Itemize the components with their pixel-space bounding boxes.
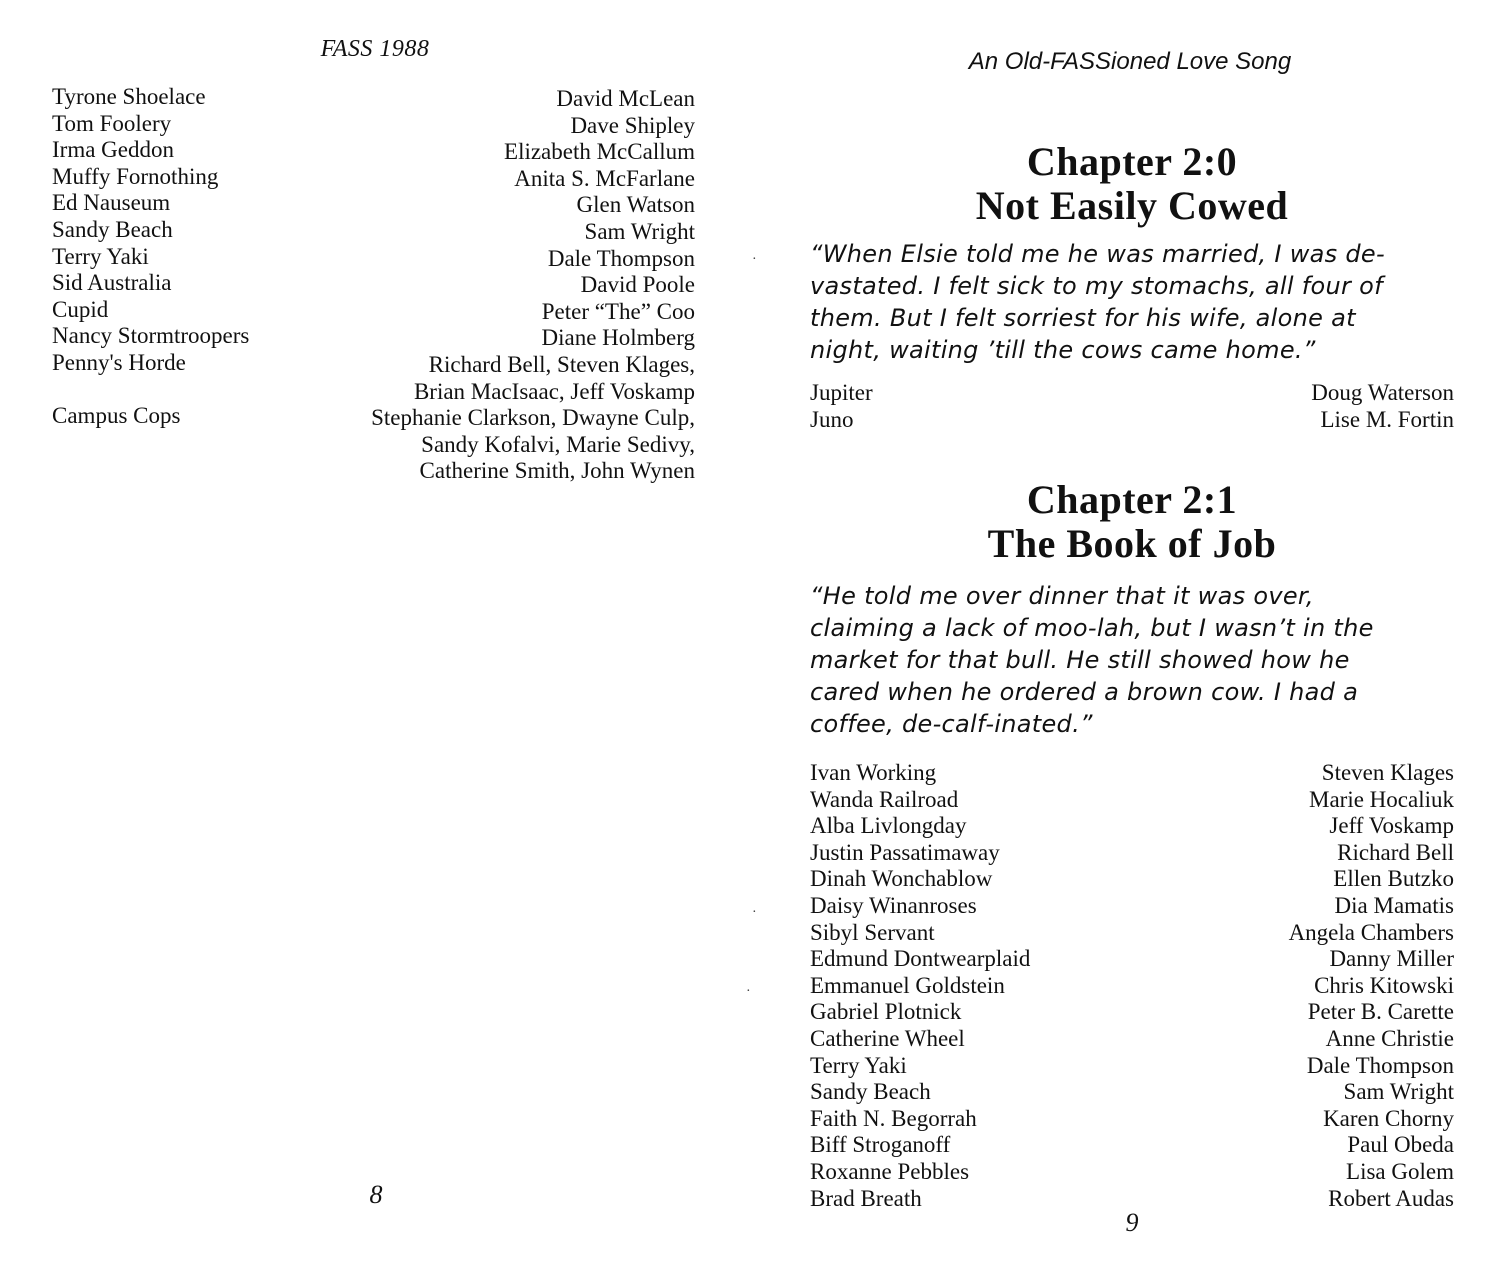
- cast-role: Tyrone Shoelace: [52, 84, 206, 109]
- cast-actor: Diane Holmberg: [541, 325, 695, 351]
- scan-speck: ·: [752, 905, 757, 920]
- chapter-number: Chapter 2:1: [1026, 477, 1238, 522]
- cast-actor: Chris Kitowski: [1314, 972, 1454, 998]
- cast-role: Wanda Railroad: [810, 786, 959, 812]
- left-running-header: FASS 1988: [320, 36, 430, 62]
- cast-row: [810, 893, 1454, 920]
- cast-role: Ivan Working: [810, 760, 937, 785]
- cast-role: Terry Yaki: [52, 243, 149, 269]
- cast-actor: Elizabeth McCallum: [504, 139, 695, 165]
- cast-actor: Stephanie Clarkson, Dwayne Culp,: [371, 405, 695, 431]
- cast-role: [52, 456, 312, 483]
- cast-role: Terry Yaki: [810, 1052, 907, 1078]
- cast-actor: Peter “The” Coo: [541, 298, 695, 324]
- cast-role: Nancy Stormtroopers: [52, 323, 250, 349]
- quote-line: night, waiting ’till the cows came home.”: [810, 336, 1316, 364]
- cast-actor: Doug Waterson: [1311, 380, 1454, 405]
- cast-actor: Glen Watson: [576, 192, 695, 218]
- cast-role: Emmanuel Goldstein: [810, 972, 1005, 998]
- cast-row: [810, 920, 1454, 947]
- cast-actor: Marie Hocaliuk: [1309, 786, 1454, 812]
- cast-role: Dinah Wonchablow: [810, 866, 993, 892]
- cast-actor: Anita S. McFarlane: [514, 165, 695, 191]
- chapter-title: The Book of Job: [987, 521, 1277, 566]
- right-running-header: An Old-FASSioned Love Song: [968, 48, 1292, 75]
- quote-line: “When Elsie told me he was married, I was de-: [810, 240, 1385, 268]
- cast-role: [52, 377, 312, 404]
- cast-role: Sibyl Servant: [810, 919, 935, 945]
- chapter-quote: [810, 238, 1454, 366]
- cast-actor: Karen Chorny: [1323, 1105, 1454, 1131]
- cast-role: Gabriel Plotnick: [810, 999, 962, 1025]
- cast-role: Catherine Wheel: [810, 1025, 965, 1051]
- cast-role: Campus Cops: [52, 403, 181, 429]
- cast-actor: Ellen Butzko: [1333, 866, 1454, 892]
- cast-row: [810, 1079, 1454, 1106]
- scan-speck: ·: [746, 984, 751, 999]
- quote-line: them. But I felt sorriest for his wife, alone at: [810, 304, 1356, 332]
- cast-row: [810, 973, 1454, 1000]
- cast-role: Sandy Beach: [52, 216, 173, 242]
- cast-role: Brad Breath: [810, 1185, 922, 1211]
- cast-actor: Dave Shipley: [570, 112, 695, 138]
- cast-actor: Angela Chambers: [1288, 919, 1454, 945]
- cast-role: Sandy Beach: [810, 1079, 931, 1105]
- cast-role: Juno: [810, 406, 854, 432]
- cast-role: Jupiter: [810, 380, 873, 405]
- cast-actor: Sandy Kofalvi, Marie Sedivy,: [421, 431, 695, 457]
- cast-row: [810, 1132, 1454, 1159]
- cast-actor: Lise M. Fortin: [1320, 406, 1454, 432]
- cast-row: [810, 1106, 1454, 1133]
- cast-role: Ed Nauseum: [52, 190, 171, 216]
- cast-role: Sid Australia: [52, 270, 172, 296]
- cast-row: [810, 760, 1454, 787]
- cast-role: Justin Passatimaway: [810, 839, 1000, 865]
- cast-actor: David McLean: [556, 86, 695, 111]
- chapter-quote: [810, 580, 1454, 740]
- cast-actor: David Poole: [580, 272, 695, 298]
- cast-row: [810, 407, 1454, 434]
- cast-actor: Dia Mamatis: [1334, 892, 1454, 918]
- quote-line: vastated. I felt sick to my stomachs, all four of: [810, 272, 1383, 300]
- chapter-cast: [810, 760, 1454, 1212]
- chapter-cast: [810, 380, 1454, 433]
- cast-actor: Danny Miller: [1329, 946, 1454, 972]
- cast-actor: Brian MacIsaac, Jeff Voskamp: [413, 378, 695, 404]
- cast-row: [810, 999, 1454, 1026]
- chapter-2-0: [810, 140, 1454, 433]
- cast-role: Roxanne Pebbles: [810, 1158, 970, 1184]
- cast-role: Daisy Winanroses: [810, 892, 977, 918]
- quote-line: coffee, de-calf-inated.”: [810, 710, 1093, 738]
- cast-actor: Paul Obeda: [1347, 1132, 1454, 1158]
- quote-line: “He told me over dinner that it was over,: [810, 582, 1314, 610]
- cast-role: Muffy Fornothing: [52, 163, 219, 189]
- cast-role: Faith N. Begorrah: [810, 1105, 977, 1131]
- cast-actor: Steven Klages: [1321, 760, 1454, 785]
- cast-row: [810, 1159, 1454, 1186]
- cast-row: [810, 866, 1454, 893]
- cast-actor: Anne Christie: [1325, 1025, 1454, 1051]
- left-cast-roles: [52, 84, 312, 483]
- cast-actor: Peter B. Carette: [1307, 999, 1454, 1025]
- cast-row: [810, 1053, 1454, 1080]
- cast-row: [810, 1026, 1454, 1053]
- quote-line: claiming a lack of moo-lah, but I wasn’t in the: [810, 614, 1374, 642]
- quote-line: cared when he ordered a brown cow. I had a: [810, 678, 1359, 706]
- right-page-number: 9: [1125, 1208, 1139, 1237]
- cast-role: Alba Livlongday: [810, 813, 967, 839]
- cast-role: Tom Foolery: [52, 110, 172, 136]
- cast-actor: Sam Wright: [584, 218, 695, 244]
- cast-role: Biff Stroganoff: [810, 1132, 951, 1158]
- cast-role: Irma Geddon: [52, 137, 174, 163]
- cast-actor: Catherine Smith, John Wynen: [419, 458, 695, 484]
- cast-actor: Richard Bell: [1337, 839, 1454, 865]
- cast-actor: Robert Audas: [1328, 1185, 1454, 1211]
- cast-actor: Jeff Voskamp: [1329, 813, 1454, 839]
- cast-actor: Dale Thompson: [1306, 1052, 1454, 1078]
- cast-row: [810, 380, 1454, 407]
- cast-role: [52, 430, 312, 457]
- cast-row: [810, 787, 1454, 814]
- cast-actor: Richard Bell, Steven Klages,: [428, 351, 695, 377]
- cast-role: Penny's Horde: [52, 349, 186, 375]
- cast-row: [810, 840, 1454, 867]
- scan-speck: ·: [752, 252, 757, 267]
- cast-actor: Lisa Golem: [1346, 1158, 1454, 1184]
- cast-row: [810, 813, 1454, 840]
- cast-role: Cupid: [52, 296, 109, 322]
- cast-actor: Dale Thompson: [547, 245, 695, 271]
- left-cast-actors: [300, 86, 695, 485]
- cast-row: [810, 946, 1454, 973]
- chapter-2-1: [810, 478, 1454, 1212]
- left-page-number: 8: [369, 1180, 383, 1209]
- chapter-title: Not Easily Cowed: [975, 183, 1289, 228]
- chapter-number: Chapter 2:0: [1026, 139, 1238, 184]
- cast-role: Edmund Dontwearplaid: [810, 946, 1031, 972]
- cast-actor: Sam Wright: [1343, 1079, 1454, 1105]
- quote-line: market for that bull. He still showed how he: [810, 646, 1350, 674]
